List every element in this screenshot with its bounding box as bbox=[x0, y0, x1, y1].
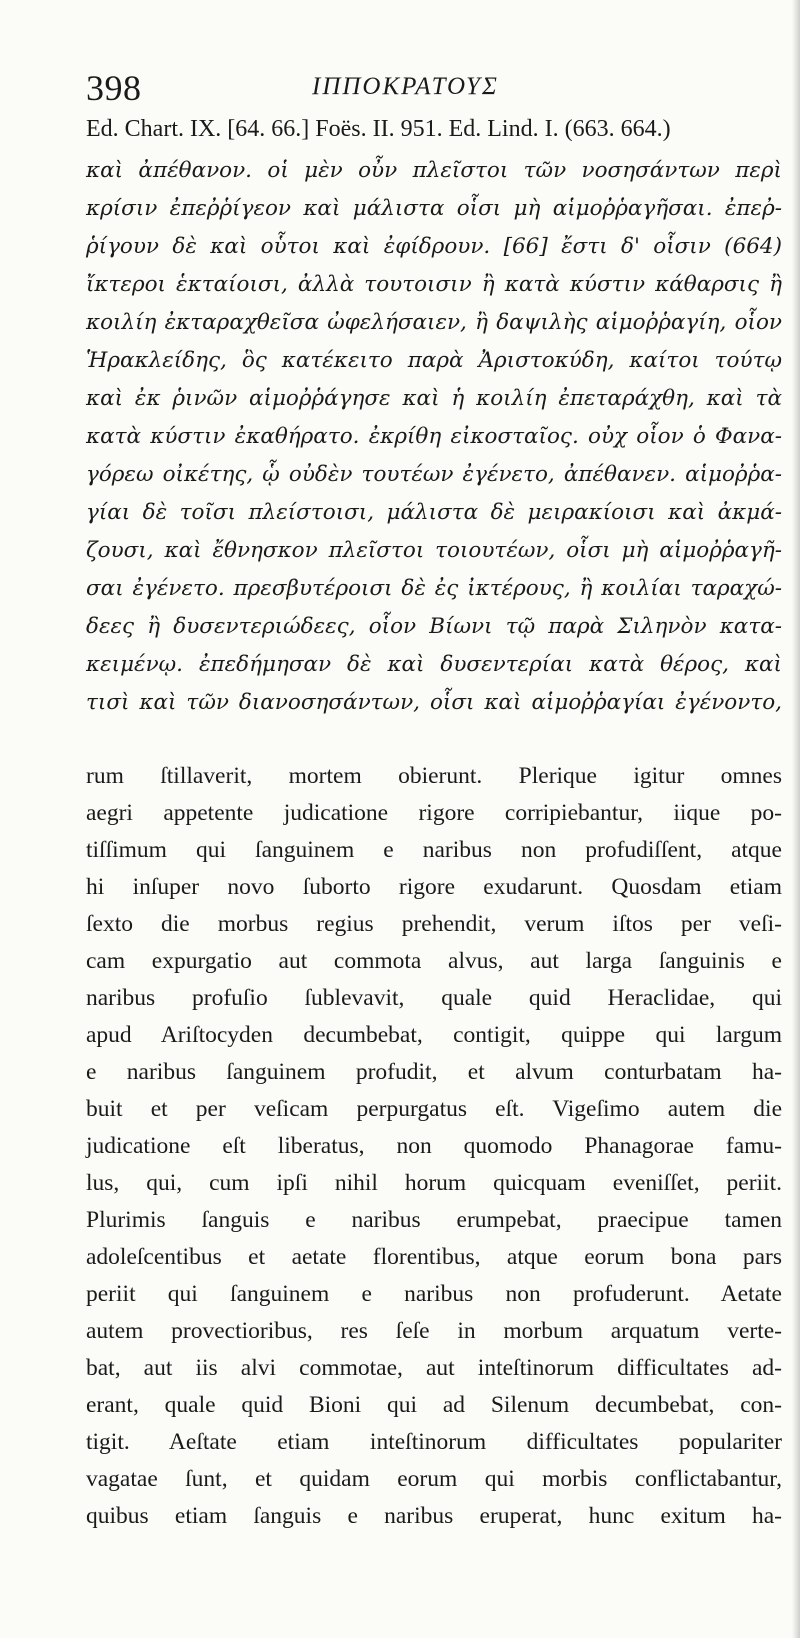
latin-text-line: e naribus ſanguinem profudit, et alvum conturbatam ha- bbox=[86, 1059, 782, 1085]
page-header bbox=[86, 55, 776, 108]
greek-text-line: ἴκτεροι ἑκταίοισι, ἀλλὰ τουτοισιν ἢ κατὰ κύστιν κάθαρσις ἢ bbox=[86, 272, 782, 297]
latin-text-line: hi inſuper novo ſuborto rigore exudarunt. Quosdam etiam bbox=[86, 874, 782, 900]
page-number: 398 bbox=[86, 68, 142, 108]
greek-text-line: ζουσι, καὶ ἔθνησκον πλεῖστοι τοιουτέων, οἷσι μὴ αἱμοῤῥαγῆ- bbox=[86, 538, 782, 563]
latin-text-line: vagatae ſunt, et quidam eorum qui morbis conflictabantur, bbox=[86, 1466, 782, 1492]
latin-text-line: Plurimis ſanguis e naribus erumpebat, praecipue tamen bbox=[86, 1207, 782, 1233]
greek-text-line: δεες ἢ δυσεντεριώδεες, οἷον Βίωνι τῷ παρὰ Σιληνὸν κατα- bbox=[86, 614, 782, 639]
latin-text-line: periit qui ſanguinem e naribus non profuderunt. Aetate bbox=[86, 1281, 782, 1307]
latin-text-block bbox=[86, 758, 782, 1535]
latin-text-line: ſexto die morbus regius prehendit, verum iſtos per veſi- bbox=[86, 911, 782, 937]
running-title: ΙΠΠΟΚΡΑΤΟΥΣ bbox=[312, 73, 499, 100]
latin-text-line: erant, quale quid Bioni qui ad Silenum decumbebat, con- bbox=[86, 1392, 782, 1418]
latin-text-line: bat, aut iis alvi commotae, aut inteſtinorum difficultates ad- bbox=[86, 1355, 782, 1381]
latin-text-line: aegri appetente judicatione rigore corripiebantur, iique po- bbox=[86, 800, 782, 826]
latin-text-line: naribus profuſio ſublevavit, quale quid Heraclidae, qui bbox=[86, 985, 782, 1011]
greek-text-line: Ἡρακλείδης, ὃς κατέκειτο παρὰ Ἀριστοκύδη, καίτοι τούτῳ bbox=[86, 348, 782, 373]
latin-text-line: adoleſcentibus et aetate florentibus, atque eorum bona pars bbox=[86, 1244, 782, 1270]
latin-text-line: autem provectioribus, res ſeſe in morbum arquatum verte- bbox=[86, 1318, 782, 1344]
greek-text-block bbox=[86, 152, 782, 722]
greek-text-line: κατὰ κύστιν ἐκαθήρατο. ἐκρίθη εἰκοσταῖος. οὐχ οἷον ὁ Φανα- bbox=[86, 424, 782, 449]
latin-text-line: tigit. Aeſtate etiam inteſtinorum difficultates populariter bbox=[86, 1429, 782, 1455]
greek-text-line: καὶ ἀπέθανον. οἱ μὲν οὖν πλεῖστοι τῶν νοσησάντων περὶ bbox=[86, 158, 782, 183]
latin-text-line: tiſſimum qui ſanguinem e naribus non profudiſſent, atque bbox=[86, 837, 782, 863]
latin-text-line: judicatione eſt liberatus, non quomodo Phanagorae famu- bbox=[86, 1133, 782, 1159]
greek-text-line: ῥίγουν δὲ καὶ οὗτοι καὶ ἐφίδρουν. [66] ἔστι δ' οἷσιν (664) bbox=[86, 234, 782, 259]
latin-text-line: quibus etiam ſanguis e naribus eruperat, hunc exitum ha- bbox=[86, 1503, 782, 1529]
edition-reference-line: Ed. Chart. IX. [64. 66.] Foës. II. 951. Ed. Lind. I. (663. 664.) bbox=[86, 116, 671, 142]
greek-text-line: σαι ἐγένετο. πρεσβυτέροισι δὲ ἐς ἰκτέρους, ἢ κοιλίαι ταραχώ- bbox=[86, 576, 782, 601]
greek-text-line: τισὶ καὶ τῶν διανοσησάντων, οἷσι καὶ αἱμοῤῥαγίαι ἐγένοντο, bbox=[86, 690, 782, 715]
greek-text-line: κοιλίη ἐκταραχθεῖσα ὠφελήσαιεν, ἢ δαψιλὴς αἱμοῤῥαγίη, οἷον bbox=[86, 310, 782, 335]
greek-text-line: κρίσιν ἐπεῤῥίγεον καὶ μάλιστα οἷσι μὴ αἱμοῤῥαγῆσαι. ἐπεῤ- bbox=[86, 196, 782, 221]
greek-text-line: γίαι δὲ τοῖσι πλείστοισι, μάλιστα δὲ μειρακίοισι καὶ ἀκμά- bbox=[86, 500, 782, 525]
latin-text-line: apud Ariſtocyden decumbebat, contigit, quippe qui largum bbox=[86, 1022, 782, 1048]
latin-text-line: cam expurgatio aut commota alvus, aut larga ſanguinis e bbox=[86, 948, 782, 974]
greek-text-line: καὶ ἐκ ῥινῶν αἱμοῤῥάγησε καὶ ἡ κοιλίη ἐπεταράχθη, καὶ τὰ bbox=[86, 386, 782, 411]
latin-text-line: lus, qui, cum ipſi nihil horum quicquam eveniſſet, periit. bbox=[86, 1170, 782, 1196]
greek-text-line: γόρεω οἰκέτης, ᾧ οὐδὲν τουτέων ἐγένετο, ἀπέθανεν. αἱμοῤῥα- bbox=[86, 462, 782, 487]
greek-text-line: κειμένῳ. ἐπεδήμησαν δὲ καὶ δυσεντερίαι κατὰ θέρος, καὶ bbox=[86, 652, 782, 677]
latin-text-line: buit et per veſicam perpurgatus eſt. Vigeſimo autem die bbox=[86, 1096, 782, 1122]
latin-text-line: rum ſtillaverit, mortem obierunt. Plerique igitur omnes bbox=[86, 763, 782, 789]
